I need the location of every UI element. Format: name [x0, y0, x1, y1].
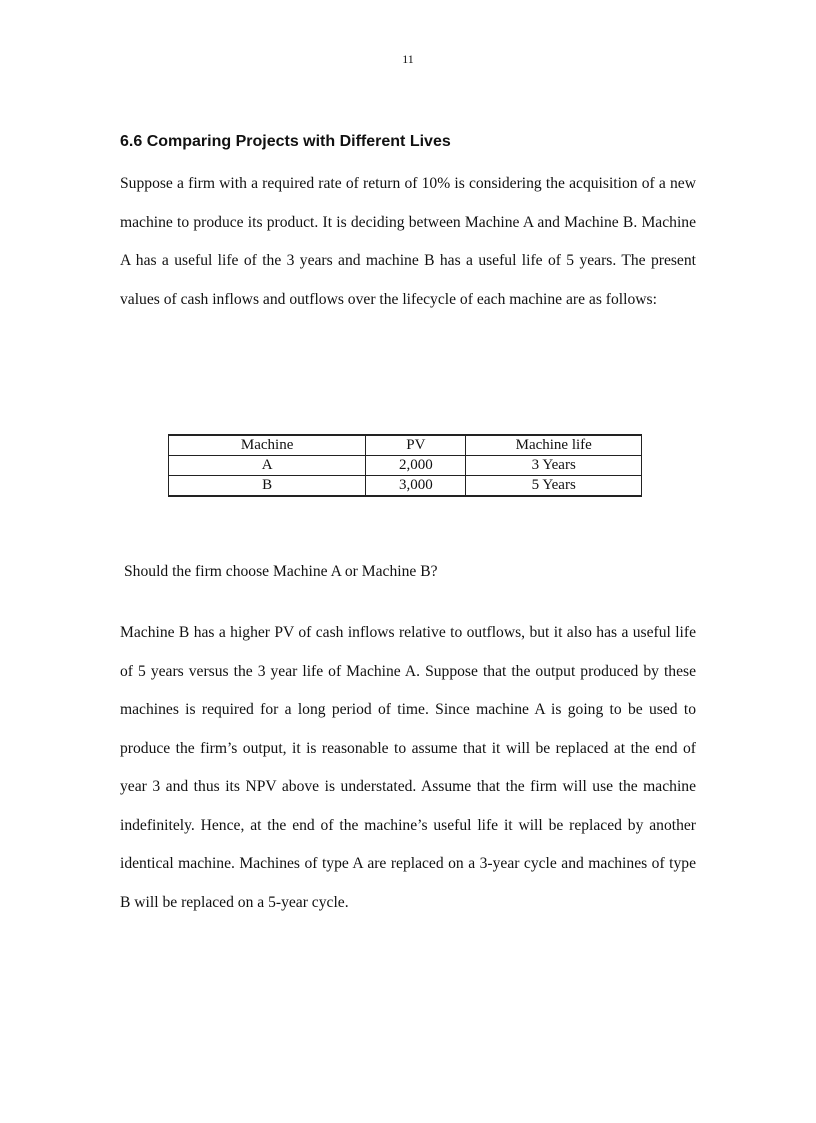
cell-machine-life: 5 Years	[466, 476, 642, 497]
cell-pv: 2,000	[366, 456, 466, 476]
cell-pv: 3,000	[366, 476, 466, 497]
header-pv: PV	[366, 435, 466, 456]
cell-machine: A	[169, 456, 366, 476]
header-machine-life: Machine life	[466, 435, 642, 456]
cell-machine: B	[169, 476, 366, 497]
explanation-paragraph: Machine B has a higher PV of cash inflows relative to outflows, but it also has a useful life of 5 years versus the 3 year life of Machine A. Suppose that the output produced by these machines is required for a long period of time. Since machine A is going to be used to produce the firm’s output, it is reasonable to assume that it will be replaced at the end of year 3 and thus its NPV above is understated. Assume that the firm will use the machine indefinitely. Hence, at the end of the machine’s useful life it will be replaced by another identical machine. Machines of type A are replaced on a 3-year cycle and machines of type B will be replaced on a 5-year cycle.	[120, 624, 696, 911]
question-text: Should the firm choose Machine A or Machine B?	[124, 563, 438, 580]
intro-paragraph: Suppose a firm with a required rate of return of 10% is considering the acquisition of a new machine to produce its product. It is deciding between Machine A and Machine B. Machine A has a useful life of the 3 years and machine B has a useful life of 5 years. The present values of cash inflows and outflows over the lifecycle of each machine are as follows:	[120, 175, 696, 308]
table-row	[169, 476, 642, 497]
page-number: 11	[402, 52, 414, 66]
table-header-row	[169, 435, 642, 456]
section-heading: 6.6 Comparing Projects with Different Lives	[120, 133, 451, 150]
cell-machine-life: 3 Years	[466, 456, 642, 476]
table-row	[169, 456, 642, 476]
header-machine: Machine	[169, 435, 366, 456]
machine-comparison-table	[168, 434, 642, 497]
